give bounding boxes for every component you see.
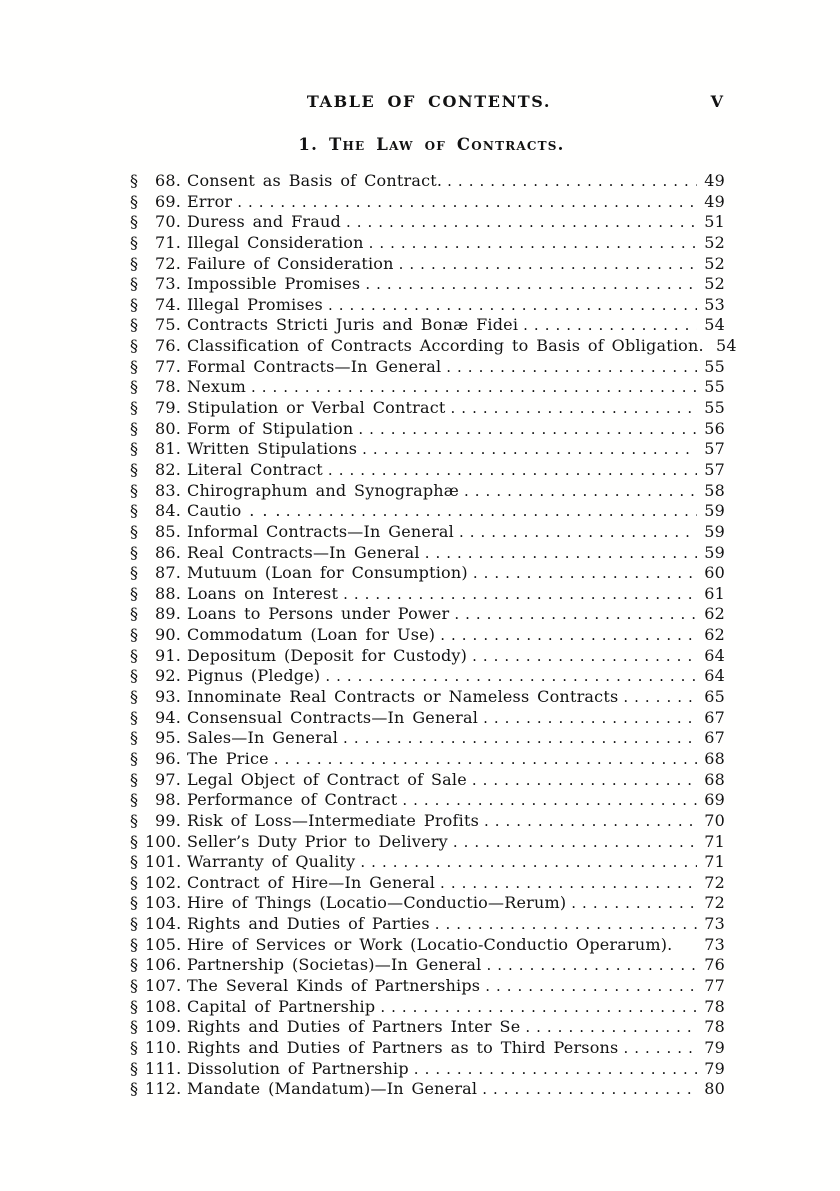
section-mark: § (130, 398, 139, 418)
dot-leader (286, 501, 697, 522)
entry-title: Real Contracts—In General (187, 542, 420, 562)
entry-title: Rights and Duties of Parties (187, 914, 430, 934)
dot-leader (346, 212, 697, 233)
entry-number: 81. (154, 439, 181, 459)
entry-page: 64 (704, 645, 725, 665)
entry-page: 58 (704, 480, 725, 500)
dot-leader (440, 625, 697, 646)
section-mark: § (130, 769, 139, 789)
toc-entry (130, 439, 725, 460)
entry-title: Rights and Duties of Partners as to Third Persons (187, 1037, 619, 1057)
entry-page: 80 (704, 1079, 725, 1099)
page-folio: V (710, 92, 723, 111)
entry-number: 69. (154, 191, 181, 211)
entry-number: 77. (154, 356, 181, 376)
entry-number: 72. (154, 253, 181, 273)
toc-entry (130, 171, 725, 192)
toc-entry (130, 976, 725, 997)
section-mark: § (130, 707, 139, 727)
entry-number: 101. (145, 852, 182, 872)
dot-leader (360, 852, 697, 873)
entry-number: 82. (154, 459, 181, 479)
section-mark: § (130, 645, 139, 665)
toc-entry (130, 501, 725, 522)
entry-number: 74. (154, 294, 181, 314)
entry-title: Illegal Consideration (187, 232, 364, 252)
entry-number: 93. (154, 687, 181, 707)
toc-entry (130, 233, 725, 254)
dot-leader (454, 604, 697, 625)
section-mark: § (130, 872, 139, 892)
dot-leader (623, 687, 697, 708)
toc-entry (130, 997, 725, 1018)
entry-number: 109. (145, 1017, 182, 1037)
section-mark: § (130, 418, 139, 438)
entry-number: 84. (154, 501, 181, 521)
dot-leader (425, 543, 697, 564)
entry-page: 56 (704, 418, 725, 438)
toc-entry (130, 914, 725, 935)
entry-title: Impossible Promises (187, 274, 361, 294)
entry-title: Form of Stipulation (187, 418, 354, 438)
entry-number: 85. (154, 521, 181, 541)
section-mark: § (130, 914, 139, 934)
entry-page: 70 (704, 810, 725, 830)
dot-leader (453, 832, 697, 853)
entry-page: 78 (704, 1017, 725, 1037)
dot-leader (274, 749, 697, 770)
entry-page: 67 (704, 728, 725, 748)
entry-title: Illegal Promises (187, 294, 323, 314)
entry-title: Rights and Duties of Partners Inter Se (187, 1017, 521, 1037)
running-title: TABLE OF CONTENTS. (306, 92, 552, 111)
toc-entry (130, 212, 725, 233)
dot-leader (414, 1059, 697, 1080)
toc-entry (130, 935, 725, 956)
entry-title: Innominate Real Contracts or Nameless Contracts (187, 687, 619, 707)
toc-entry (130, 377, 725, 398)
dot-leader (487, 955, 698, 976)
section-mark: § (130, 583, 139, 603)
entry-title: Pignus (Pledge) (187, 666, 321, 686)
entry-title: Performance of Contract (187, 790, 398, 810)
entry-number: 91. (154, 645, 181, 665)
entry-number: 75. (154, 315, 181, 335)
toc-entry (130, 336, 737, 357)
entry-page: 55 (704, 377, 725, 397)
section-mark: § (130, 810, 139, 830)
entry-title: Seller’s Duty Prior to Delivery (187, 831, 448, 851)
dot-leader (440, 873, 697, 894)
dot-leader (399, 254, 697, 275)
entry-page: 52 (704, 232, 725, 252)
entry-page: 61 (704, 583, 725, 603)
entry-number: 92. (154, 666, 181, 686)
toc-entry (130, 357, 725, 378)
toc-entry (130, 460, 725, 481)
toc-entry (130, 687, 725, 708)
entry-title: Chirographum and Synographæ (187, 480, 460, 500)
entry-page: 49 (704, 171, 725, 190)
section-mark: § (130, 212, 139, 232)
entry-number: 100. (145, 831, 182, 851)
entry-number: 97. (154, 769, 181, 789)
entry-page: 64 (704, 666, 725, 686)
entry-page: 67 (704, 707, 725, 727)
toc-entry (130, 604, 725, 625)
section-mark: § (130, 356, 139, 376)
entry-page: 59 (704, 521, 725, 541)
section-mark: § (130, 253, 139, 273)
dot-leader (484, 811, 697, 832)
entry-number: 108. (145, 996, 182, 1016)
entry-page: 54 (704, 315, 725, 335)
entry-number: 68. (154, 171, 181, 190)
section-mark: § (130, 315, 139, 335)
entry-title: Capital of Partnership (187, 996, 376, 1016)
toc-entry (130, 1038, 725, 1059)
entry-page: 59 (704, 501, 725, 521)
entry-page: 71 (704, 831, 725, 851)
section-mark: § (130, 191, 139, 211)
entry-page: 76 (704, 955, 725, 975)
toc-entry (130, 274, 725, 295)
dot-leader (523, 315, 697, 336)
entry-page: 57 (704, 439, 725, 459)
entry-title: Nexum (187, 377, 246, 397)
dot-leader (435, 914, 697, 935)
section-mark: § (130, 831, 139, 851)
entry-number: 79. (154, 398, 181, 418)
section-mark: § (130, 975, 139, 995)
toc-entry (130, 873, 725, 894)
toc-entry (130, 811, 725, 832)
toc-entry (130, 315, 725, 336)
entry-number: 80. (154, 418, 181, 438)
section-mark: § (130, 790, 139, 810)
dot-leader (237, 192, 697, 213)
toc-entry (130, 666, 725, 687)
section-mark: § (130, 748, 139, 768)
dot-leader (380, 997, 697, 1018)
section-mark: § (130, 666, 139, 686)
section-mark: § (130, 852, 139, 872)
entry-title: Sales—In General (187, 728, 339, 748)
dot-leader (343, 584, 697, 605)
entry-title: Warranty of Quality (187, 852, 356, 872)
dot-leader (447, 171, 697, 192)
dot-leader (343, 728, 697, 749)
section-mark: § (130, 377, 139, 397)
toc-entry (130, 481, 725, 502)
section-mark: § (130, 604, 139, 624)
toc-entry (130, 254, 725, 275)
entry-title: Partnership (Societas)—In General (187, 955, 482, 975)
entry-number: 87. (154, 563, 181, 583)
dot-leader (571, 893, 697, 914)
section-mark: § (130, 563, 139, 583)
section-mark: § (130, 996, 139, 1016)
section-heading: 1. The Law of Contracts. (298, 135, 565, 154)
entry-page: 79 (704, 1058, 725, 1078)
toc-entry (130, 832, 725, 853)
section-mark: § (130, 1058, 139, 1078)
toc-entry (130, 770, 725, 791)
entry-page: 62 (704, 604, 725, 624)
toc-entry (130, 543, 725, 564)
toc-entry (130, 728, 725, 749)
dot-leader (485, 976, 697, 997)
entry-number: 112. (145, 1079, 182, 1099)
dot-leader (473, 563, 697, 584)
entry-page: 51 (704, 212, 725, 232)
entry-title: Consent as Basis of Contract. (187, 171, 443, 190)
toc-entry (130, 1017, 725, 1038)
dot-leader (464, 481, 697, 502)
entry-title: Dissolution of Partnership (187, 1058, 409, 1078)
section-mark: § (130, 542, 139, 562)
entry-number: 83. (154, 480, 181, 500)
entry-number: 89. (154, 604, 181, 624)
entry-title: Hire of Things (Locatio—Conductio—Rerum) (187, 893, 567, 913)
section-mark: § (130, 934, 139, 954)
entry-title: Commodatum (Loan for Use) (187, 625, 436, 645)
entry-page: 59 (704, 542, 725, 562)
entry-number: 90. (154, 625, 181, 645)
section-mark: § (130, 459, 139, 479)
entry-page: 73 (704, 934, 725, 954)
toc-entry (130, 398, 725, 419)
section-mark: § (130, 893, 139, 913)
toc-entry (130, 584, 725, 605)
toc-entry (130, 749, 725, 770)
toc-entry (130, 790, 725, 811)
entry-title: The Several Kinds of Partnerships (187, 975, 481, 995)
section-mark: § (130, 521, 139, 541)
section-mark: § (130, 687, 139, 707)
dot-leader (251, 377, 697, 398)
entry-page: 62 (704, 625, 725, 645)
section-mark: § (130, 1017, 139, 1037)
entry-title: Legal Object of Contract of Sale (187, 769, 467, 789)
entry-page: 68 (704, 769, 725, 789)
entry-number: 99. (154, 810, 181, 830)
entry-title: Contract of Hire—In General (187, 872, 436, 892)
entry-title: Literal Contract (187, 459, 323, 479)
entry-number: 111. (145, 1058, 182, 1078)
entry-page: 55 (704, 398, 725, 418)
entry-title: Stipulation or Verbal Contract (187, 398, 446, 418)
toc-entry (130, 1079, 725, 1100)
entry-page: 54 (716, 336, 737, 356)
entry-page: 77 (704, 975, 725, 995)
dot-leader (325, 666, 697, 687)
entry-number: 95. (154, 728, 181, 748)
entry-title: Hire of Services or Work (Locatio-Conductio Operarum). (187, 934, 673, 954)
dot-leader (328, 295, 697, 316)
entry-title: Contracts Stricti Juris and Bonæ Fidei (187, 315, 519, 335)
entry-number: 86. (154, 542, 181, 562)
entry-number: 104. (145, 914, 182, 934)
toc-entry (130, 192, 725, 213)
dot-leader (402, 790, 697, 811)
entry-title: Formal Contracts—In General (187, 356, 442, 376)
section-mark: § (130, 501, 139, 521)
entry-number: 110. (145, 1037, 182, 1057)
section-mark: § (130, 955, 139, 975)
entry-number: 70. (154, 212, 181, 232)
entry-page: 52 (704, 274, 725, 294)
dot-leader (525, 1017, 697, 1038)
entry-number: 107. (145, 975, 182, 995)
entry-page: 57 (704, 459, 725, 479)
entry-number: 96. (154, 748, 181, 768)
entry-number: 76. (154, 336, 181, 356)
dot-leader (358, 419, 697, 440)
entry-page: 68 (704, 748, 725, 768)
section-mark: § (130, 480, 139, 500)
toc-entry (130, 708, 725, 729)
entry-title: Written Stipulations (187, 439, 358, 459)
entry-title: Mutuum (Loan for Consumption) (187, 563, 468, 583)
entry-title: Mandate (Mandatum)—In General (187, 1079, 478, 1099)
section-mark: § (130, 232, 139, 252)
entry-number: 73. (154, 274, 181, 294)
entry-title: Cautio . . . (187, 501, 281, 521)
page-header (133, 92, 725, 112)
entry-title: Failure of Consideration (187, 253, 394, 273)
toc-list (130, 171, 737, 1100)
entry-page: 55 (704, 356, 725, 376)
entry-number: 106. (145, 955, 182, 975)
entry-title: Loans to Persons under Power (187, 604, 450, 624)
entry-page: 60 (704, 563, 725, 583)
entry-number: 71. (154, 232, 181, 252)
toc-entry (130, 295, 725, 316)
section-mark: § (130, 728, 139, 748)
section-mark: § (130, 336, 139, 356)
dot-leader (328, 460, 697, 481)
dot-leader (472, 770, 697, 791)
dot-leader (472, 646, 697, 667)
entry-title: Consensual Contracts—In General (187, 707, 479, 727)
section-mark: § (130, 171, 139, 190)
dot-leader (459, 522, 697, 543)
entry-page: 79 (704, 1037, 725, 1057)
section-mark: § (130, 625, 139, 645)
toc-entry (130, 419, 725, 440)
toc-entry (130, 625, 725, 646)
entry-title: Informal Contracts—In General (187, 521, 454, 541)
entry-page: 52 (704, 253, 725, 273)
dot-leader (482, 1079, 697, 1100)
entry-page: 72 (704, 893, 725, 913)
dot-leader (369, 233, 697, 254)
toc-entry (130, 955, 725, 976)
section-mark: § (130, 294, 139, 314)
entry-title: Loans on Interest (187, 583, 339, 603)
entry-page: 73 (704, 914, 725, 934)
section-mark: § (130, 1037, 139, 1057)
toc-entry (130, 563, 725, 584)
entry-page: 65 (704, 687, 725, 707)
toc-entry (130, 893, 725, 914)
toc-entry (130, 1059, 725, 1080)
entry-title: Duress and Fraud (187, 212, 341, 232)
dot-leader (365, 274, 697, 295)
section-mark: § (130, 274, 139, 294)
toc-entry (130, 646, 725, 667)
entry-title: Risk of Loss—Intermediate Profits (187, 810, 479, 830)
dot-leader (446, 357, 697, 378)
entry-title: The Price (187, 748, 269, 768)
section-mark: § (130, 439, 139, 459)
entry-number: 78. (154, 377, 181, 397)
dot-leader (451, 398, 697, 419)
entry-number: 103. (145, 893, 182, 913)
entry-page: 53 (704, 294, 725, 314)
section-mark: § (130, 1079, 139, 1099)
entry-number: 88. (154, 583, 181, 603)
entry-page: 69 (704, 790, 725, 810)
entry-number: 105. (145, 934, 182, 954)
entry-title: Depositum (Deposit for Custody) (187, 645, 468, 665)
entry-title: Error (187, 191, 233, 211)
entry-title: Classification of Contracts According to Basis of Obligation. (187, 336, 704, 356)
toc-entry (130, 852, 725, 873)
entry-page: 72 (704, 872, 725, 892)
entry-number: 98. (154, 790, 181, 810)
toc-entry (130, 522, 725, 543)
entry-page: 78 (704, 996, 725, 1016)
entry-number: 94. (154, 707, 181, 727)
entry-page: 49 (704, 191, 725, 211)
dot-leader (362, 439, 697, 460)
entry-number: 102. (145, 872, 182, 892)
dot-leader (623, 1038, 697, 1059)
entry-page: 71 (704, 852, 725, 872)
dot-leader (483, 708, 697, 729)
